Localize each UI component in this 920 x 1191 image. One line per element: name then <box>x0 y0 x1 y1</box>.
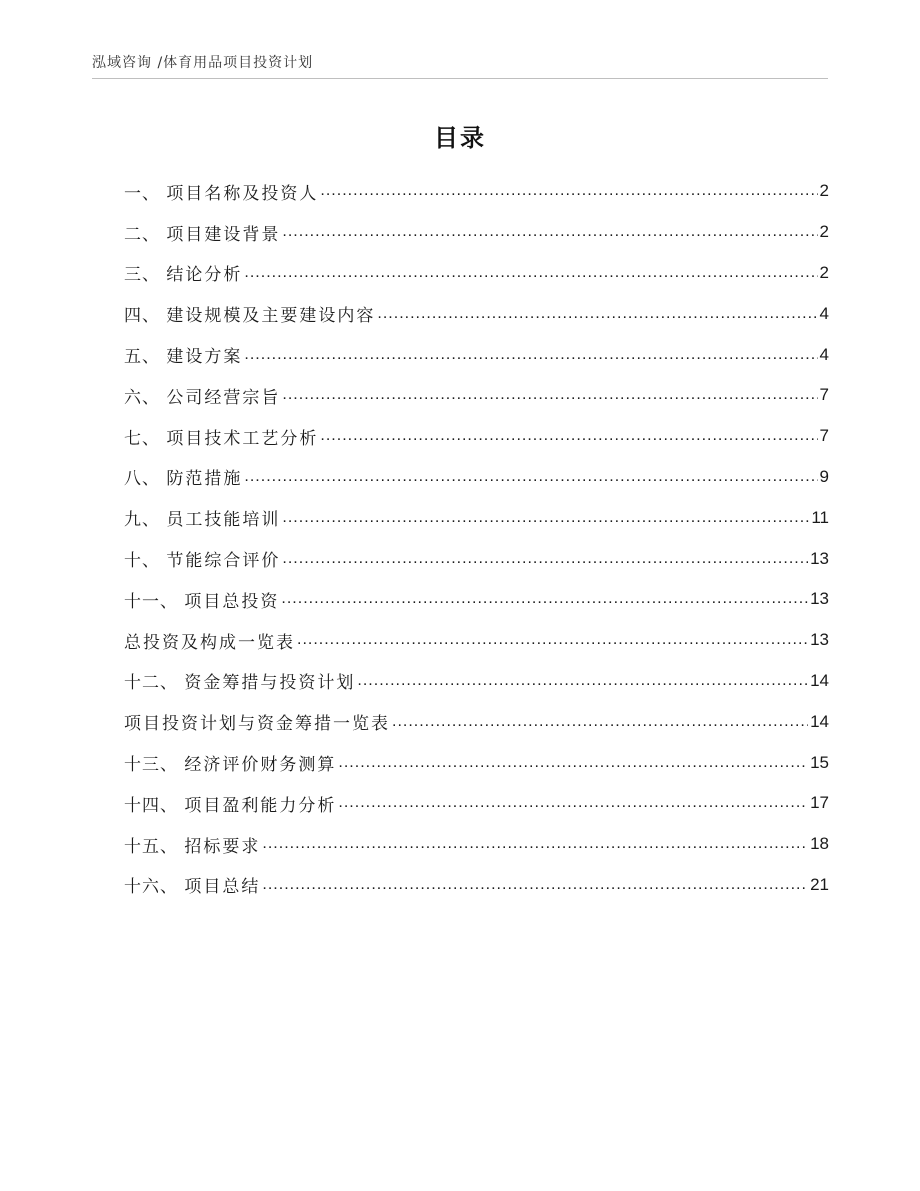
toc-entry[interactable] <box>124 865 829 906</box>
toc-entry-label: 项目总结 <box>184 877 261 898</box>
toc-entry-number: 十一、 <box>124 591 185 612</box>
toc-entry-label: 建设方案 <box>166 347 243 368</box>
toc-page-number: 7 <box>819 385 829 405</box>
toc-entry[interactable] <box>124 497 829 538</box>
toc-entry[interactable] <box>124 661 829 702</box>
toc-entry-number: 十五、 <box>124 836 185 857</box>
toc-page-number: 18 <box>810 834 829 854</box>
toc-dot-leader <box>244 262 817 284</box>
page-title: 目录 <box>434 124 486 152</box>
toc-entry-number: 十四、 <box>124 795 185 816</box>
toc-page-number: 17 <box>810 793 829 813</box>
toc-entry-label: 总投资及构成一览表 <box>124 632 295 653</box>
toc-entry-label: 建设规模及主要建设内容 <box>166 306 376 327</box>
toc-dot-leader <box>282 507 809 529</box>
toc-dot-leader <box>262 833 808 855</box>
toc-entry[interactable] <box>124 253 829 294</box>
toc-entry[interactable] <box>124 620 829 661</box>
toc-dot-leader <box>282 384 817 406</box>
header-divider <box>92 78 828 79</box>
toc-entry-number: 一、 <box>124 183 167 204</box>
toc-page-number: 13 <box>810 589 829 609</box>
toc-page-number: 14 <box>810 711 829 731</box>
toc-page-number: 4 <box>819 344 829 364</box>
toc-entry[interactable] <box>124 212 829 253</box>
toc-dot-leader <box>392 711 808 733</box>
toc-entry-label: 资金筹措与投资计划 <box>184 673 356 694</box>
toc-entry-label: 节能综合评价 <box>166 551 281 572</box>
toc-entry-number: 八、 <box>124 469 167 490</box>
toc-entry-label: 员工技能培训 <box>166 510 281 531</box>
toc-page-number: 11 <box>811 507 829 527</box>
toc-page-number: 13 <box>810 548 829 568</box>
toc-page-number: 2 <box>819 181 829 201</box>
toc-entry-label: 项目名称及投资人 <box>166 183 319 204</box>
toc-entry[interactable] <box>124 824 829 865</box>
toc-entry[interactable] <box>124 416 829 457</box>
toc-entry[interactable] <box>124 375 829 416</box>
toc-dot-leader <box>244 344 817 366</box>
toc-entry-number: 二、 <box>124 224 167 245</box>
toc-entry-number: 十二、 <box>124 673 185 694</box>
toc-dot-leader <box>244 466 817 488</box>
toc-dot-leader <box>357 670 808 692</box>
toc-entry-label: 公司经营宗旨 <box>166 387 281 408</box>
toc-entry[interactable] <box>124 334 829 375</box>
toc-page-number: 9 <box>819 466 829 486</box>
toc-entry-number: 四、 <box>124 306 167 327</box>
toc-dot-leader <box>282 221 817 243</box>
toc-dot-leader <box>338 752 808 774</box>
toc-dot-leader <box>338 792 808 814</box>
toc-entry[interactable] <box>124 457 829 498</box>
toc-entry-label: 项目建设背景 <box>166 224 281 245</box>
toc-dot-leader <box>262 874 808 896</box>
toc-entry[interactable] <box>124 579 829 620</box>
toc-page-number: 15 <box>810 752 829 772</box>
table-of-contents <box>124 171 829 905</box>
toc-dot-leader <box>282 548 808 570</box>
toc-entry[interactable] <box>124 783 829 824</box>
toc-entry[interactable] <box>124 701 829 742</box>
toc-entry-number: 六、 <box>124 387 167 408</box>
toc-entry-label: 项目盈利能力分析 <box>184 795 337 816</box>
toc-entry-label: 结论分析 <box>166 265 243 286</box>
toc-entry-label: 招标要求 <box>184 836 261 857</box>
toc-entry-number: 九、 <box>124 510 167 531</box>
running-header: 泓域咨询 /体育用品项目投资计划 <box>92 55 314 71</box>
toc-page-number: 2 <box>819 262 829 282</box>
toc-page-number: 7 <box>819 426 829 446</box>
toc-page-number: 14 <box>810 670 829 690</box>
toc-page-number: 21 <box>810 874 829 894</box>
toc-entry-number: 十、 <box>124 551 167 572</box>
toc-entry-label: 项目总投资 <box>184 591 280 612</box>
toc-dot-leader <box>297 629 808 651</box>
toc-entry-number: 五、 <box>124 347 167 368</box>
toc-entry-number: 三、 <box>124 265 167 286</box>
toc-entry-label: 项目技术工艺分析 <box>166 428 319 449</box>
toc-entry[interactable] <box>124 171 829 212</box>
toc-page-number: 2 <box>819 222 829 242</box>
toc-entry-number: 七、 <box>124 428 167 449</box>
toc-entry-label: 项目投资计划与资金筹措一览表 <box>124 714 390 735</box>
toc-page-number: 13 <box>810 630 829 650</box>
toc-entry-label: 经济评价财务测算 <box>184 755 337 776</box>
toc-dot-leader <box>320 425 817 447</box>
toc-entry[interactable] <box>124 293 829 334</box>
toc-entry-number: 十三、 <box>124 755 185 776</box>
toc-dot-leader <box>377 303 817 325</box>
toc-dot-leader <box>281 588 808 610</box>
toc-page-number: 4 <box>819 303 829 323</box>
toc-dot-leader <box>320 180 817 202</box>
toc-entry[interactable] <box>124 538 829 579</box>
toc-entry-number: 十六、 <box>124 877 185 898</box>
toc-entry-label: 防范措施 <box>166 469 243 490</box>
toc-entry[interactable] <box>124 742 829 783</box>
